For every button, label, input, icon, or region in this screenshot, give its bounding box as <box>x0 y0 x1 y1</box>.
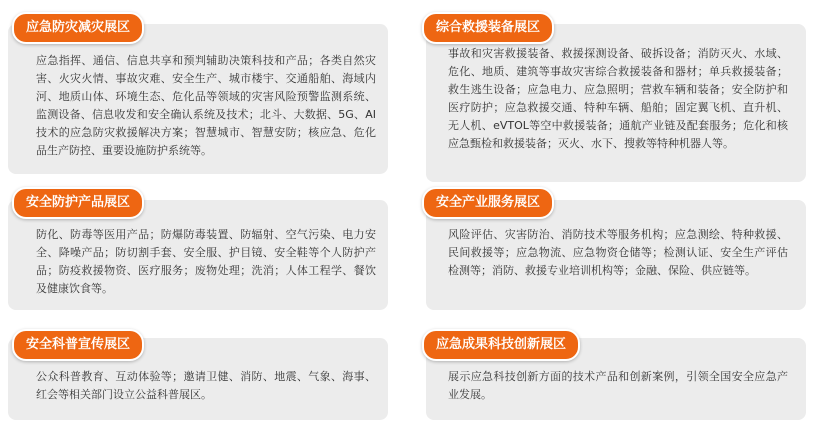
section-text-safety-science: 公众科普教育、互动体验等；邀请卫健、消防、地震、气象、海事、红会等相关部门设立公益科普展区。 <box>36 370 376 401</box>
section-text-disaster-prevention: 应急指挥、通信、信息共享和预判辅助决策科技和产品；各类自然灾害、火灾火情、事故灾难、安全生产、城市楼宇、交通船舶、海域内河、地质山体、环境生态、危化品等领域的灾害风险预警监测系统、监测设备、信息收发和安全确认系统及技术；北斗、大数据、5G、AI技术的应急防灾救援解决方案；智慧城市、智慧安防；核应急、危化品生产防控、重要设施防护系统等。 <box>36 54 376 157</box>
section-title-industry-service: 安全产业服务展区 <box>422 187 554 219</box>
section-text-comprehensive-rescue: 事故和灾害救援装备、救援探测设备、破拆设备；消防灭火、水域、危化、地质、建筑等事故灾害综合救援装备和器材；单兵救援装备；救生逃生设备；应急电力、应急照明；营救车辆和装备；安全防护和医疗防护；应急救援交通、特种车辆、船舶；固定翼飞机、直升机、无人机、eVTOL等空中救援装备；通航产业链及配套服务；危化和核应急甄检和救援装备；灭火、水下、搜救等特种机器人等。 <box>448 47 788 150</box>
section-title-safety-protection: 安全防护产品展区 <box>12 187 144 219</box>
section-title-disaster-prevention: 应急防灾减灾展区 <box>12 12 144 44</box>
section-title-comprehensive-rescue: 综合救援装备展区 <box>422 12 554 44</box>
section-title-safety-science: 安全科普宣传展区 <box>12 329 144 361</box>
section-text-tech-innovation: 展示应急科技创新方面的技术产品和创新案例，引领全国安全应急产业发展。 <box>448 370 788 401</box>
section-title-tech-innovation: 应急成果科技创新展区 <box>422 329 580 361</box>
section-text-industry-service: 风险评估、灾害防治、消防技术等服务机构；应急测绘、特种救援、民间救援等；应急物流、应急物资仓储等；检测认证、安全生产评估检测等；消防、救援专业培训机构等；金融、保险、供应链等。 <box>448 228 788 277</box>
section-text-safety-protection: 防化、防毒等医用产品；防爆防毒装置、防辐射、空气污染、电力安全、降噪产品；防切割手套、安全服、护目镜、安全鞋等个人防护产品；防疫救援物资、医疗服务；废物处理；洗消；人体工程学、餐饮及健康饮食等。 <box>36 228 376 295</box>
